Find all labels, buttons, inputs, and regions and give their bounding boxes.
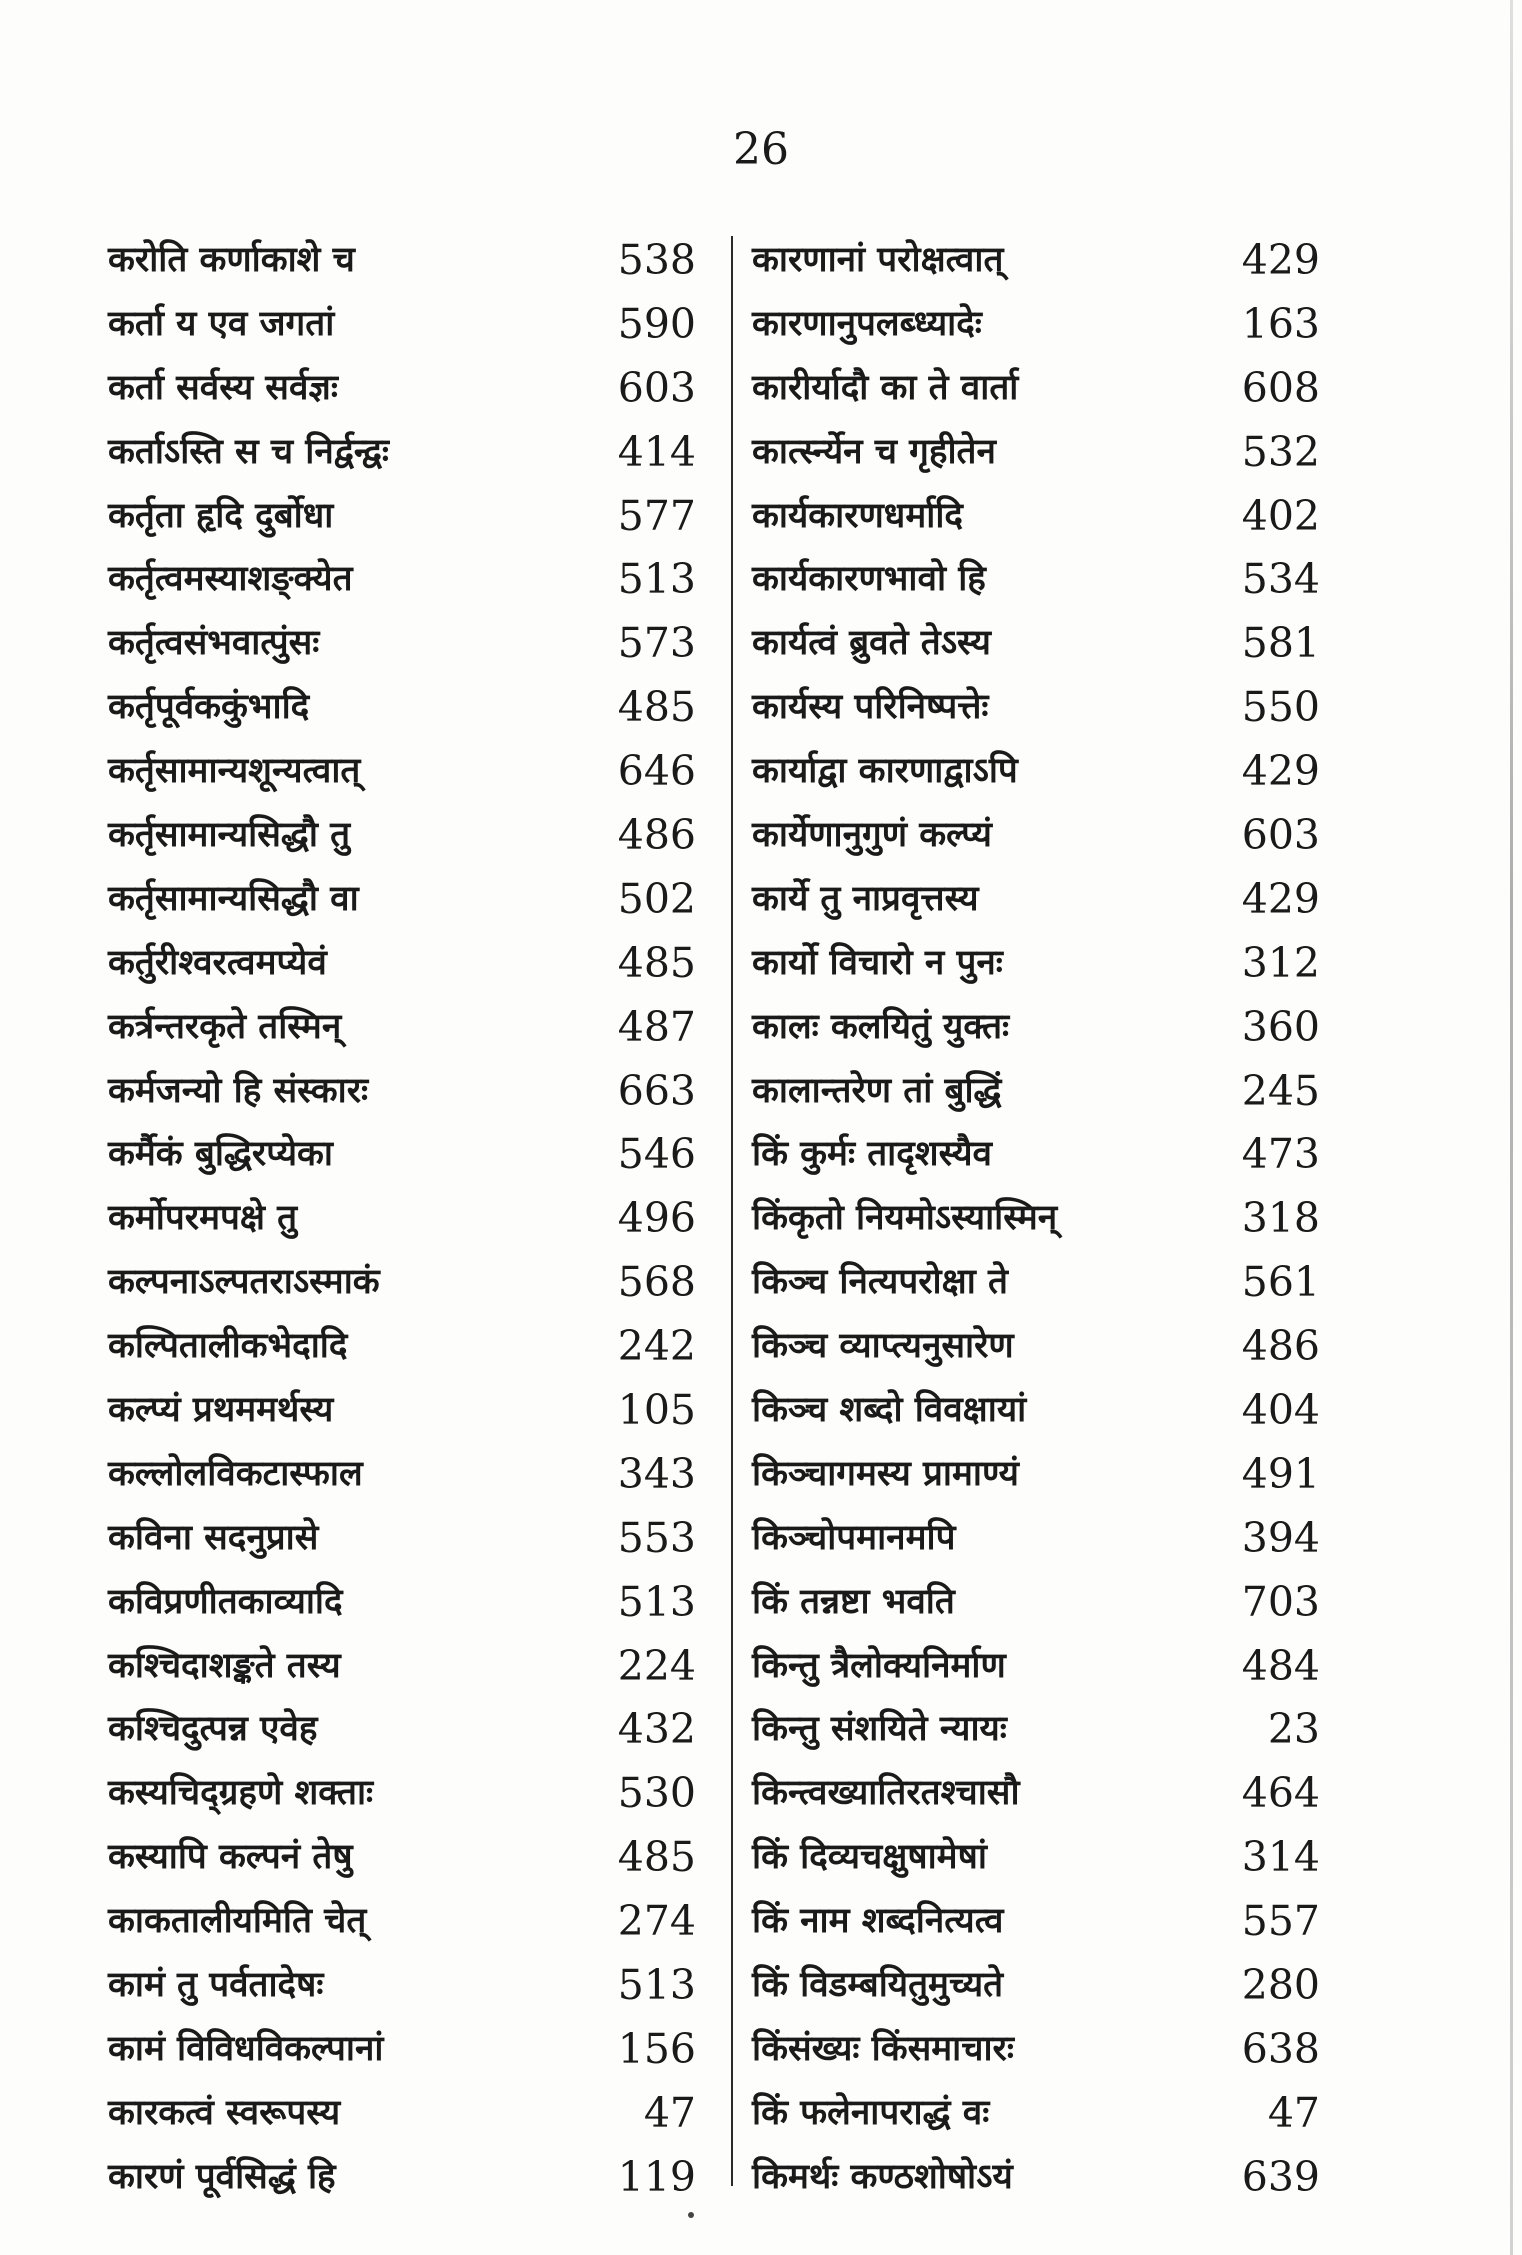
index-entry xyxy=(108,1190,708,1254)
index-entry xyxy=(108,1254,708,1318)
verse-text: किञ्च शब्दो विवक्षायां xyxy=(752,1390,1027,1431)
verse-text: कश्चिदुत्पन्न एवेह xyxy=(108,1709,318,1750)
page-ref: 47 xyxy=(1267,2088,1320,2137)
index-entry xyxy=(752,1254,1332,1318)
page-ref: 581 xyxy=(1241,619,1320,668)
page-ref: 343 xyxy=(617,1449,696,1498)
page-ref: 484 xyxy=(1241,1641,1320,1690)
page-ref: 429 xyxy=(1241,747,1320,796)
verse-text: कर्तृत्वसंभवात्पुंसः xyxy=(108,623,320,664)
index-entry xyxy=(108,1829,708,1893)
verse-text: किंकृतो नियमोऽस्यास्मिन् xyxy=(752,1198,1058,1239)
index-entry xyxy=(752,232,1332,296)
page-ref: 496 xyxy=(617,1194,696,1243)
verse-text: किं फलेनापराद्धं वः xyxy=(752,2092,990,2133)
print-dot xyxy=(688,2212,694,2218)
verse-text: कल्प्यं प्रथममर्थस्य xyxy=(108,1390,334,1431)
page-ref: 274 xyxy=(617,1897,696,1946)
verse-text: करोति कर्णाकाशे च xyxy=(108,240,355,280)
verse-text: कारणं पूर्वसिद्धं हि xyxy=(108,2156,336,2197)
index-entry xyxy=(752,1638,1332,1702)
verse-text: किन्तु त्रैलोक्यनिर्माण xyxy=(752,1645,1006,1686)
verse-text: कर्तृसामान्यशून्यत्वात् xyxy=(108,751,361,792)
page-ref: 663 xyxy=(617,1066,696,1115)
index-entry xyxy=(752,1190,1332,1254)
page-ref: 245 xyxy=(1241,1066,1320,1115)
verse-text: कारकत्वं स्वरूपस्य xyxy=(108,2092,341,2133)
page-ref: 603 xyxy=(617,363,696,412)
page-ref: 318 xyxy=(1241,1194,1320,1243)
verse-text: कर्ताऽस्ति स च निर्द्वन्द्वः xyxy=(108,431,389,472)
index-entry xyxy=(752,551,1332,615)
page-ref: 491 xyxy=(1241,1449,1320,1498)
index-entry xyxy=(108,2085,708,2149)
verse-text: कर्तृता हृदि दुर्बोधा xyxy=(108,495,334,536)
page-ref: 242 xyxy=(617,1322,696,1371)
index-entry xyxy=(752,296,1332,360)
page-ref: 47 xyxy=(643,2088,696,2137)
index-entry xyxy=(752,1893,1332,1957)
index-entry xyxy=(752,1382,1332,1446)
verse-text: कविना सदनुप्रासे xyxy=(108,1517,319,1558)
verse-text: किञ्चागमस्य प्रामाण्यं xyxy=(752,1453,1019,1494)
verse-text: कर्तुरीश्वरत्वमप्येवं xyxy=(108,942,327,983)
verse-text: किन्तु संशयिते न्यायः xyxy=(752,1709,1007,1750)
column-divider xyxy=(731,236,733,2186)
verse-text: काकतालीयमिति चेत् xyxy=(108,1901,367,1942)
page-ref: 485 xyxy=(617,683,696,732)
verse-text: कविप्रणीतकाव्यादि xyxy=(108,1581,343,1622)
index-entry xyxy=(752,1446,1332,1510)
page-ref: 703 xyxy=(1241,1577,1320,1626)
verse-text: कल्लोलविकटास्फाल xyxy=(108,1453,363,1494)
index-entry xyxy=(752,424,1332,488)
page-ref: 486 xyxy=(617,811,696,860)
index-entry xyxy=(108,551,708,615)
page-ref: 105 xyxy=(617,1386,696,1435)
index-entry xyxy=(108,424,708,488)
verse-text: कार्ये तु नाप्रवृत्तस्य xyxy=(752,878,979,919)
index-entry xyxy=(752,615,1332,679)
page-ref: 404 xyxy=(1241,1386,1320,1435)
verse-text: कर्ता य एव जगतां xyxy=(108,303,335,344)
page-ref: 402 xyxy=(1241,491,1320,540)
verse-text: कार्यकारणभावो हि xyxy=(752,559,986,600)
page-ref: 568 xyxy=(617,1258,696,1307)
verse-text: कर्मैकं बुद्धिरप्येका xyxy=(108,1134,333,1175)
index-entry xyxy=(108,679,708,743)
index-entry xyxy=(108,488,708,552)
verse-text: कारणानुपलब्ध्यादेः xyxy=(752,303,982,344)
index-entry xyxy=(108,1126,708,1190)
verse-text: कार्यत्वं ब्रुवते तेऽस्य xyxy=(752,623,991,664)
page-ref: 646 xyxy=(617,747,696,796)
page-ref: 532 xyxy=(1241,427,1320,476)
index-entry xyxy=(108,807,708,871)
page-number: 26 xyxy=(733,124,789,175)
verse-text: किञ्चोपमानमपि xyxy=(752,1517,956,1558)
page-ref: 530 xyxy=(617,1769,696,1818)
page-ref: 414 xyxy=(617,427,696,476)
verse-text: कालान्तरेण तां बुद्धिं xyxy=(752,1070,1002,1111)
page-ref: 312 xyxy=(1241,938,1320,987)
index-entry xyxy=(108,1446,708,1510)
page-ref: 513 xyxy=(617,555,696,604)
index-entry xyxy=(752,1126,1332,1190)
verse-text: किञ्च व्याप्त्यनुसारेण xyxy=(752,1326,1014,1367)
page-ref: 394 xyxy=(1241,1513,1320,1562)
index-entry xyxy=(752,488,1332,552)
verse-text: कर्तृपूर्वककुंभादि xyxy=(108,687,310,728)
index-entry xyxy=(752,935,1332,999)
verse-text: कालः कलयितुं युक्तः xyxy=(752,1006,1010,1047)
verse-text: किंसंख्यः किंसमाचारः xyxy=(752,2028,1014,2069)
verse-text: कस्यचिद्ग्रहणे शक्ताः xyxy=(108,1773,374,1814)
index-entry xyxy=(108,232,708,296)
index-entry xyxy=(108,1765,708,1829)
page-ref: 561 xyxy=(1241,1258,1320,1307)
page-ref: 432 xyxy=(617,1705,696,1754)
page-ref: 23 xyxy=(1267,1705,1320,1754)
index-entry xyxy=(752,807,1332,871)
verse-text: कारीर्यादौ का ते वार्ता xyxy=(752,367,1019,408)
index-entry xyxy=(752,1829,1332,1893)
page-ref: 464 xyxy=(1241,1769,1320,1818)
verse-text: कर्तृत्वमस्याशङ्क्येत xyxy=(108,559,353,600)
index-entry xyxy=(752,1510,1332,1574)
page-ref: 538 xyxy=(617,236,696,284)
index-entry xyxy=(752,999,1332,1063)
verse-text: किं नाम शब्दनित्यत्व xyxy=(752,1901,1004,1942)
page-ref: 573 xyxy=(617,619,696,668)
page-ref: 638 xyxy=(1241,2024,1320,2073)
page-ref: 639 xyxy=(1241,2152,1320,2201)
page-ref: 590 xyxy=(617,299,696,348)
index-entry xyxy=(108,1701,708,1765)
page-ref: 485 xyxy=(617,1833,696,1882)
page-ref: 577 xyxy=(617,491,696,540)
verse-text: कामं तु पर्वतादेषः xyxy=(108,1965,324,2006)
verse-text: कार्येणानुगुणं कल्प्यं xyxy=(752,815,992,856)
verse-text: कर्मजन्यो हि संस्कारः xyxy=(108,1070,369,1111)
index-entry xyxy=(752,1701,1332,1765)
verse-text: कार्याद्वा कारणाद्वाऽपि xyxy=(752,751,1018,792)
index-entry xyxy=(108,1957,708,2021)
verse-text: कश्चिदाशङ्कते तस्य xyxy=(108,1645,341,1686)
page-ref: 546 xyxy=(617,1130,696,1179)
verse-text: कारणानां परोक्षत्वात् xyxy=(752,240,1004,280)
verse-text: किन्त्वख्यातिरतश्चासौ xyxy=(752,1773,1020,1814)
index-entry xyxy=(108,935,708,999)
verse-text: कल्पितालीकभेदादि xyxy=(108,1326,348,1367)
verse-text: कामं विविधविकल्पानां xyxy=(108,2028,384,2069)
index-entry xyxy=(108,615,708,679)
index-entry xyxy=(108,1318,708,1382)
index-column-right xyxy=(752,232,1332,2213)
index-entry xyxy=(752,1318,1332,1382)
index-entry xyxy=(108,1893,708,1957)
verse-text: कार्त्स्न्येन च गृहीतेन xyxy=(752,431,996,472)
page-ref: 163 xyxy=(1241,299,1320,348)
page-ref: 119 xyxy=(617,2152,696,2201)
index-entry xyxy=(752,679,1332,743)
verse-text: कर्ता सर्वस्य सर्वज्ञः xyxy=(108,367,338,408)
index-entry xyxy=(108,999,708,1063)
verse-text: कर्त्रन्तरकृते तस्मिन् xyxy=(108,1006,342,1047)
verse-text: कार्यो विचारो न पुनः xyxy=(752,942,1003,983)
verse-text: कार्यस्य परिनिष्पत्तेः xyxy=(752,687,989,728)
page-ref: 486 xyxy=(1241,1322,1320,1371)
page-ref: 534 xyxy=(1241,555,1320,604)
verse-text: कल्पनाऽल्पतराऽस्माकं xyxy=(108,1262,380,1303)
index-entry xyxy=(108,1574,708,1638)
index-entry xyxy=(108,1382,708,1446)
verse-text: कर्मोपरमपक्षे तु xyxy=(108,1198,298,1239)
page-ref: 513 xyxy=(617,1577,696,1626)
page-ref: 224 xyxy=(617,1641,696,1690)
verse-text: किञ्च नित्यपरोक्षा ते xyxy=(752,1262,1008,1303)
page-ref: 502 xyxy=(617,874,696,923)
page-ref: 557 xyxy=(1241,1897,1320,1946)
verse-text: किं तन्नष्टा भवति xyxy=(752,1581,955,1622)
index-entry xyxy=(752,743,1332,807)
verse-text: किं विडम्बयितुमुच्यते xyxy=(752,1965,1004,2006)
verse-text: किं कुर्मः तादृशस्यैव xyxy=(752,1134,992,1175)
verse-text: कर्तृसामान्यसिद्धौ वा xyxy=(108,878,359,919)
page-ref: 608 xyxy=(1241,363,1320,412)
index-entry xyxy=(108,2021,708,2085)
verse-text: कस्यापि कल्पनं तेषु xyxy=(108,1837,353,1878)
index-entry xyxy=(108,360,708,424)
index-entry xyxy=(108,1063,708,1127)
index-entry xyxy=(752,2149,1332,2213)
index-entry xyxy=(752,1957,1332,2021)
index-entry xyxy=(752,871,1332,935)
index-entry xyxy=(108,296,708,360)
index-entry xyxy=(752,2021,1332,2085)
index-entry xyxy=(108,1510,708,1574)
index-column-left xyxy=(108,232,708,2213)
page-ref: 280 xyxy=(1241,1961,1320,2010)
verse-text: कार्यकारणधर्मादि xyxy=(752,495,963,536)
index-entry xyxy=(752,1063,1332,1127)
page-ref: 429 xyxy=(1241,236,1320,284)
page-ref: 156 xyxy=(617,2024,696,2073)
scan-edge-mark xyxy=(1510,0,1513,2255)
page-ref: 429 xyxy=(1241,874,1320,923)
page-ref: 473 xyxy=(1241,1130,1320,1179)
index-entry xyxy=(752,1574,1332,1638)
index-entry xyxy=(108,871,708,935)
index-entry xyxy=(752,2085,1332,2149)
index-entry xyxy=(752,360,1332,424)
verse-text: किमर्थः कण्ठशोषोऽयं xyxy=(752,2156,1013,2197)
index-entry xyxy=(108,743,708,807)
page-ref: 487 xyxy=(617,1002,696,1051)
verse-text: किं दिव्यचक्षुषामेषां xyxy=(752,1837,987,1878)
index-entry xyxy=(108,2149,708,2213)
page-ref: 603 xyxy=(1241,811,1320,860)
index-entry xyxy=(752,1765,1332,1829)
page-ref: 314 xyxy=(1241,1833,1320,1882)
verse-text: कर्तृसामान्यसिद्धौ तु xyxy=(108,815,351,856)
page-ref: 553 xyxy=(617,1513,696,1562)
page-ref: 360 xyxy=(1241,1002,1320,1051)
index-entry xyxy=(108,1638,708,1702)
page-ref: 513 xyxy=(617,1961,696,2010)
page-ref: 550 xyxy=(1241,683,1320,732)
page-ref: 485 xyxy=(617,938,696,987)
